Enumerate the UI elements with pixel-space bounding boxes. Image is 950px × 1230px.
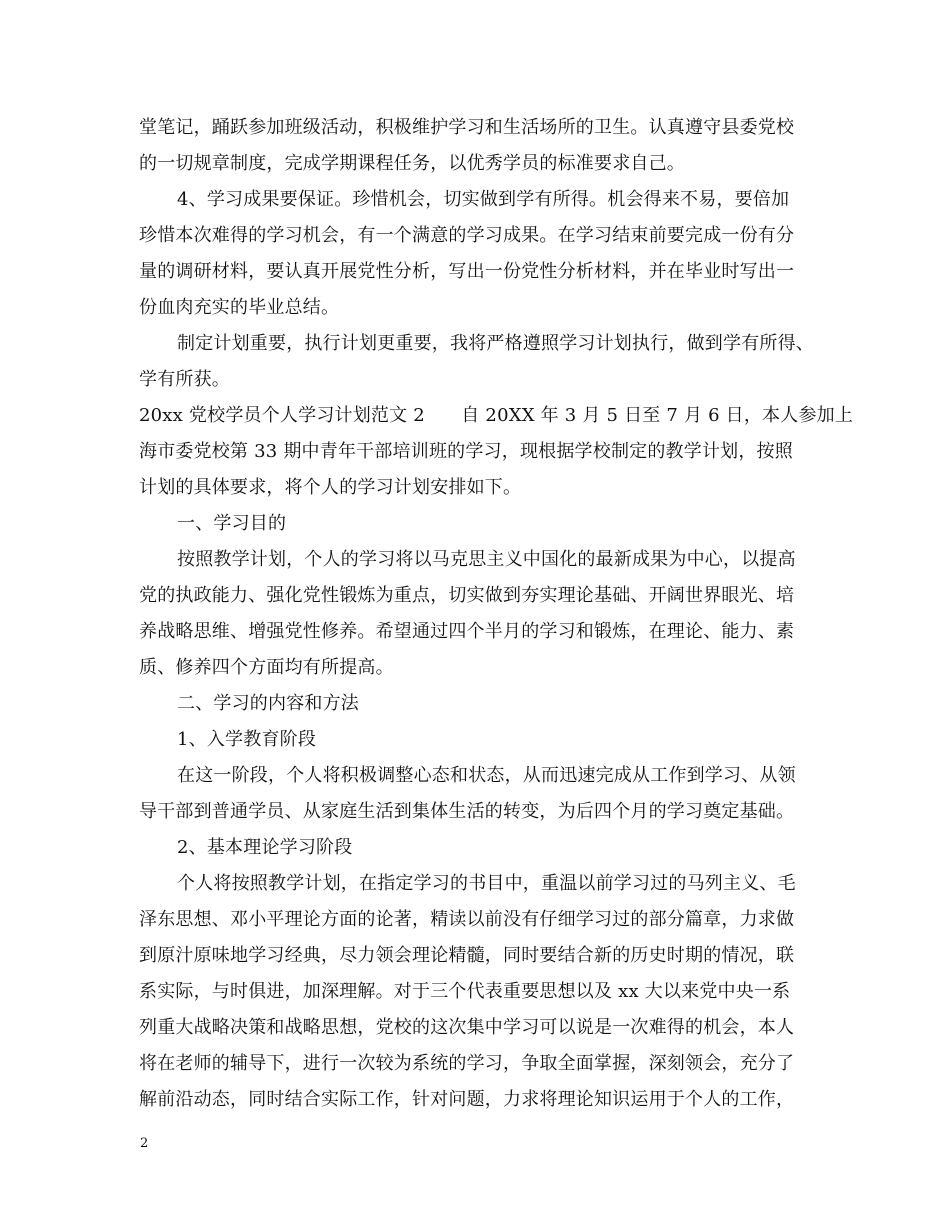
body-text-line: 解前沿动态，同时结合实际工作，针对问题，力求将理论知识运用于个人的工作，	[139, 1089, 795, 1110]
body-text-line: 堂笔记，踊跃参加班级活动，积极维护学习和生活场所的卫生。认真遵守县委党校	[139, 117, 795, 138]
body-text-line: 养战略思维、增强党性修养。希望通过四个半月的学习和锻炼，在理论、能力、素	[139, 621, 795, 642]
body-text-line: 学有所获。	[139, 369, 230, 390]
subsection-heading: 1、入学教育阶段	[177, 729, 317, 750]
section-heading: 一、学习目的	[177, 513, 287, 534]
body-text-line: 份血肉充实的毕业总结。	[139, 297, 340, 318]
body-text-line: 珍惜本次难得的学习机会，有一个满意的学习成果。在学习结束前要完成一份有分	[139, 225, 795, 246]
body-text-line: 计划的具体要求，将个人的学习计划安排如下。	[139, 477, 522, 498]
body-text-line: 的一切规章制度，完成学期课程任务，以优秀学员的标准要求自己。	[139, 153, 685, 174]
body-text-line: 系实际，与时俱进，加深理解。对于三个代表重要思想以及 xx 大以来党中央一系	[139, 981, 791, 1002]
body-text-line: 按照教学计划，个人的学习将以马克思主义中国化的最新成果为中心，以提高	[177, 549, 796, 570]
body-text-line: 个人将按照教学计划，在指定学习的书目中，重温以前学习过的马列主义、毛	[177, 873, 796, 894]
body-text-line: 在这一阶段，个人将积极调整心态和状态，从而迅速完成从工作到学习、从领	[177, 765, 796, 786]
body-text-line: 20xx 党校学员个人学习计划范文 2 自 20XX 年 3 月 5 日至 7 月 6 日，本人参加上	[139, 405, 854, 426]
body-text-line: 导干部到普通学员、从家庭生活到集体生活的转变，为后四个月的学习奠定基础。	[139, 801, 795, 822]
body-text-line: 泽东思想、邓小平理论方面的论著，精读以前没有仔细学习过的部分篇章，力求做	[139, 909, 795, 930]
body-text-line: 列重大战略决策和战略思想，党校的这次集中学习可以说是一次难得的机会，本人	[139, 1017, 795, 1038]
body-text-line: 制定计划重要，执行计划更重要，我将严格遵照学习计划执行，做到学有所得、	[177, 333, 814, 354]
subsection-heading: 2、基本理论学习阶段	[177, 837, 353, 858]
body-text-line: 党的执政能力、强化党性锻炼为重点，切实做到夯实理论基础、开阔世界眼光、培	[139, 585, 795, 606]
page-number: 2	[140, 1136, 149, 1151]
body-text-line: 质、修养四个方面均有所提高。	[139, 657, 394, 678]
body-text-line: 量的调研材料，要认真开展党性分析，写出一份党性分析材料，并在毕业时写出一	[139, 261, 795, 282]
body-text-line: 4、学习成果要保证。珍惜机会，切实做到学有所得。机会得来不易，要倍加	[177, 189, 790, 210]
body-text-line: 海市委党校第 33 期中青年干部培训班的学习，现根据学校制定的教学计划，按照	[139, 441, 793, 462]
body-text-line: 将在老师的辅导下，进行一次较为系统的学习，争取全面掌握，深刻领会，充分了	[139, 1053, 795, 1074]
body-text-line: 到原汁原味地学习经典，尽力领会理论精髓，同时要结合新的历史时期的情况，联	[139, 945, 795, 966]
section-heading: 二、学习的内容和方法	[177, 693, 359, 714]
